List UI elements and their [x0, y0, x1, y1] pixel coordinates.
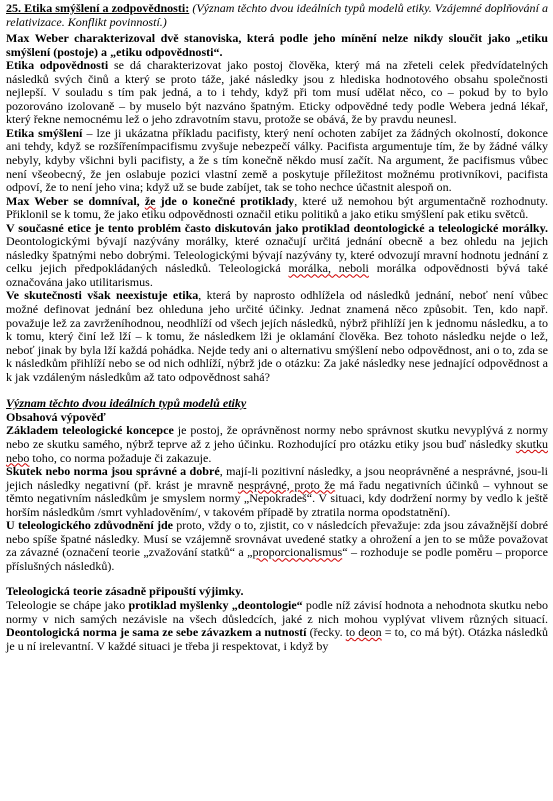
intro-text: Max Weber charakterizoval dvě stanoviska, která podle jeho mínění nelze nikdy sloučit jako „etiku smýšlení (postoje) a „etiku odpovědnosti“.	[6, 31, 548, 59]
responsibility-text: se dá charakterizovat jako postoj člověka, který má na zřeteli celek předvídatelných následků svých činů a který se proto táže, jaké následky jsou z hlediska hodnotového obsahu společnosti nejlepší. V souladu s tím pak jedná, a to i tehdy, když při tom musí udělat něco, co – pokud by to bylo pozorováno izolovaně – by muselo být nazváno špatným. Eticky odpovědné tedy podle Webera jedná lékař, který řekne nemocnému lež o jeho zdravotním stavu, protože se obává, že by pravdu neunesl.	[6, 58, 548, 127]
basis-flagged-phrase: skutku nebo	[6, 436, 548, 465]
justify-text-end: “ – rozhoduje se podle poměru – proporce příslušných následků).	[6, 545, 548, 573]
basis-lead: Základem teleologické koncepce	[6, 423, 174, 438]
right-text-end: má řadu negativních účinků – vyhnout se těmto negativním následkům je smyslem normy „Nepokradeš“. V situaci, kdy dodržení normy by vedlo k ještě horším následkům /smrt vyhladověním/, v takovém případě by ztratila norma opodstatnění).	[6, 477, 548, 519]
modern-ethics-paragraph	[6, 222, 548, 290]
responsibility-ethics-paragraph	[6, 59, 548, 127]
right-lead: Skutek nebo norma jsou správné a dobré	[6, 464, 220, 479]
deont-norm-lead: Deontologická norma je sama ze sebe závazkem a nutností	[6, 625, 307, 640]
deontology-paragraph	[6, 599, 548, 653]
reality-text: , která by naprosto odhlížela od následků jednání, neboť není vůbec možné definovat jednání bez ohleduna jeho určité účinky. Jednat znamená něco způsobit. Ten, kdo např. považuje lež za zavrženíhodnou, neodhlíží od všech jejích následků, nýbrž přihlíží jen k jednomu následku, a to k tomu, který činí lež lží – k tomu, že následkem lži je oklamání člověka. Bez tohoto následku nejde o lež, neboť jinak by byla lží každá pohádka. Nejde tedy ani o alternativu smýšlení nebo odpovědnost, ani o to, zda se k následkům přihlíží nebo se od nich odhlíží, nýbrž jde o otázku: Za jaké následky nese jednající odpovědnost a k jak vzdáleným následkům až tato odpovědnost sahá?	[6, 288, 548, 384]
right-deed-paragraph	[6, 465, 548, 519]
teleology-basis-paragraph	[6, 424, 548, 465]
deont-flagged-phrase: to deon	[345, 625, 382, 640]
heading-title: 25. Etika smýšlení a zodpovědnosti:	[6, 1, 190, 15]
weber-flagged-word: že	[144, 193, 156, 208]
mindset-text: – lze ji ukázatna příkladu pacifisty, který není ochoten zabíjet za žádných okolností, dokonce ani tehdy, když se rozšířenímpacifismu zvyšuje nebezpečí války. Pacifista argumentuje tím, že by žádné války nebyly, kdyby všichni byli pacifisty, a že s tím konečně někdo musí začít. Na argument, že pacifismus vůbec není všeobecný, že jen oslabuje pozici vlastní země a poskytuje příležitost možnému protivníkovi, pacifista odpoví, že to není jeho vina; když už se bude zabíjet, tak se toho nechce účastnit alespoň on.	[6, 125, 548, 195]
weber-lead-end: jde o konečné protiklady	[155, 193, 295, 208]
mindset-ethics-paragraph	[6, 127, 548, 195]
deont-text-4: = to, co má být). Otázka následků je u ní irelevantní. V každé situaci je třeba ji respektovat, i když by	[6, 625, 548, 653]
deont-text-2: podle níž závisí hodnota a nehodnota skutku nebo normy v nich samých nezávisle na všech důsledcích, jaké z nich mohou vyplývat vlivem různých situací.	[6, 597, 548, 626]
deont-text-3: (řecky.	[306, 625, 346, 640]
right-text: , mají-li pozitivní následky, a jsou neoprávněné a nesprávné, jsou-li jejich následky negativní (př. krást je mravně	[6, 464, 548, 492]
deont-text: Teleologie se chápe jako	[6, 597, 129, 612]
basis-text-end: toho, co norma požaduje či zakazuje.	[29, 450, 212, 465]
teleology-exceptions-heading: Teleologická teorie zásadně připouští výjimky.	[6, 584, 244, 599]
justify-flagged-word: proporcionalismus	[252, 545, 343, 560]
weber-text: , které už nemohou být argumentačně rozhodnuty. Přiklonil se k tomu, že jako etiku odpovědnosti označil etiku politiků a jako etiku smýšlení pak etiku světců.	[6, 193, 549, 222]
justify-text: proto, vždy o to, zjistit, co v následcích převažuje: zda jsou závažnější dobré nebo spíše špatné následky. Musí se vzájemně srovnávat uvedené statky a ohrožení a jen to se může považovat za závazné (označení teorie „zvažování statků“ a „	[6, 518, 548, 560]
justify-lead: U teleologického zdůvodnění jde	[6, 518, 174, 533]
content-subheading: Obsahová výpověď	[6, 409, 106, 424]
modern-flagged-phrase: morálka, neboli	[288, 261, 369, 276]
modern-text-end: morálka odpovědnosti bývá také označována jako utilitarismus.	[6, 261, 548, 289]
question-heading	[6, 2, 548, 29]
reality-lead: Ve skutečnosti však neexistuje etika	[6, 288, 199, 303]
mindset-term: Etika smýšlení	[6, 125, 83, 140]
justification-paragraph	[6, 519, 548, 573]
heading-subtitle: (Význam těchto dvou ideálních typů modelů etiky. Vzájemné doplňování a relativizace. Konflikt povinností.)	[6, 1, 548, 29]
modern-text: Deontologickými bývají nazývány morálky, které označují určitá jednání obecně a bez ohledu na jejich následky špatnými nebo dobrými. Teleologickými bývají nazývány ty, které odvozují mravní hodnotu jednání z celku jejich předpokládaných následků. Teleologická	[6, 234, 548, 276]
modern-lead: V současné etice je tento problém často diskutován jako protiklad deontologické a teleologické morálky.	[6, 220, 548, 235]
intro-paragraph	[6, 32, 548, 59]
weber-lead: Max Weber se domníval,	[6, 193, 140, 208]
reality-paragraph	[6, 289, 548, 384]
deont-lead: protiklad myšlenky „deontologie“	[128, 597, 303, 612]
weber-paragraph	[6, 195, 548, 222]
section-heading: Význam těchto dvou ideálních typů modelů etiky	[6, 396, 247, 411]
responsibility-term: Etika odpovědnosti	[6, 58, 109, 73]
right-flagged-phrase: nesprávné, proto že	[237, 477, 336, 492]
basis-text: je postoj, že oprávněnost normy nebo správnost skutku nevyplývá z normy nebo ze skutku samého, nýbrž teprve až z jeho účinku. Rozhodující pro otázku etiky jsou buď následky	[6, 423, 548, 451]
